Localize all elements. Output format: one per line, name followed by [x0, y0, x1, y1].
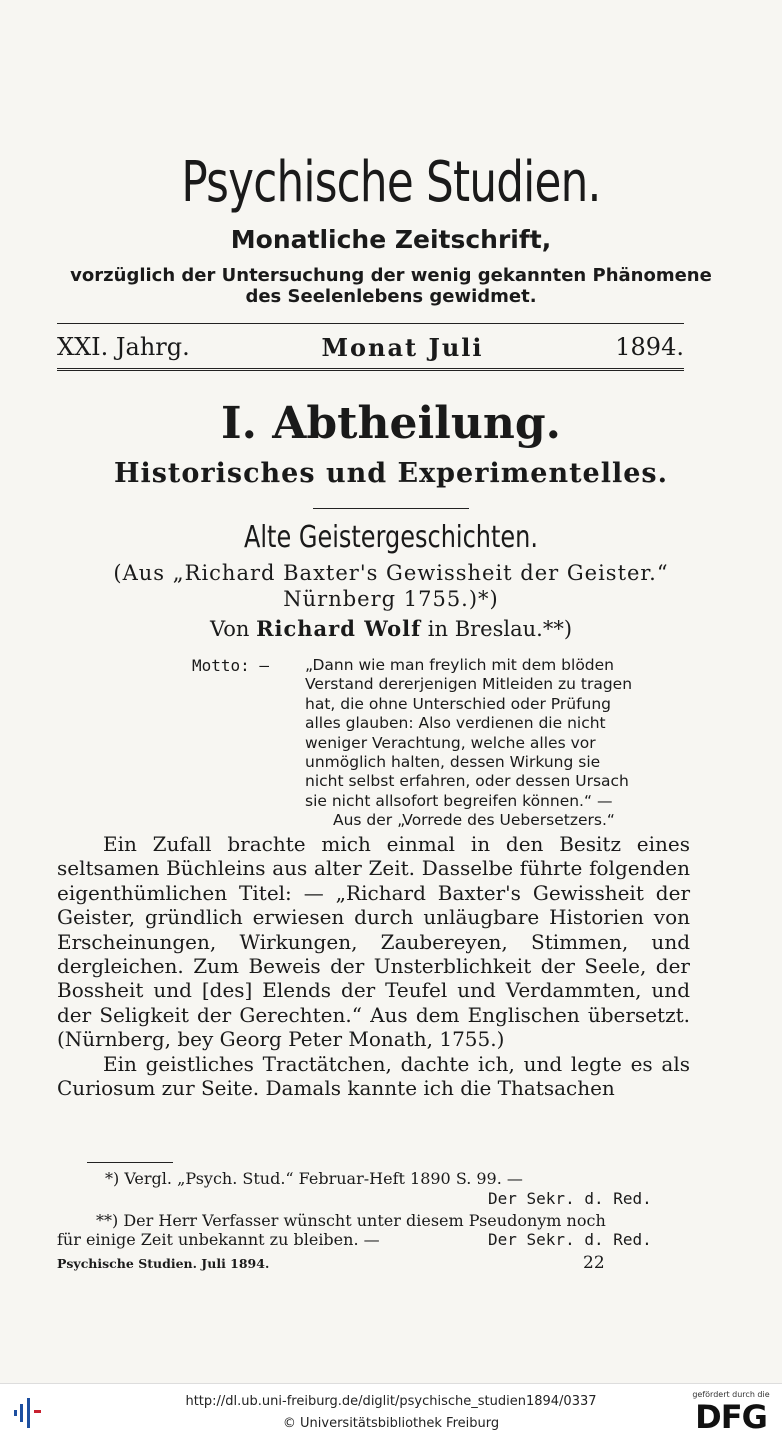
motto-line: nicht selbst erfahren, oder dessen Ursach — [305, 772, 629, 791]
footnote-rule — [87, 1162, 173, 1163]
footnote-1-signature: Der Sekr. d. Red. — [488, 1189, 652, 1208]
section-subtitle: Historisches und Experimentelles. — [113, 458, 669, 489]
motto-label: Motto: — — [192, 656, 270, 675]
article-title: Alte Geistergeschichten. — [243, 520, 539, 555]
header-rule-bottom — [57, 368, 684, 371]
dfg-funding-text: gefördert durch die — [692, 1390, 770, 1399]
copyright-notice: © Universitätsbibliothek Freiburg — [282, 1416, 500, 1431]
article-source-line-1: (Aus „Richard Baxter's Gewissheit der Geister.“ — [113, 561, 669, 585]
motto-line: hat, die ohne Unterschied oder Prüfung — [305, 694, 612, 713]
section-title: I. Abtheilung. — [221, 398, 561, 449]
document-url[interactable]: http://dl.ub.uni-freiburg.de/diglit/psychische_studien1894/0337 — [185, 1394, 597, 1409]
article-body — [57, 832, 690, 1100]
issue-line — [57, 333, 684, 362]
body-paragraph-1: Ein Zufall brachte mich einmal in den Besitz eines seltsamen Büchleins aus alter Zeit. Dasselbe führte folgenden eigenthümlichen Titel: — „Richard Baxter's Gewissheit der Geister, gründlich erwiesen durch unläugbare Historien von Erscheinungen, Wirkungen, Zaubereyen, Stimmen, und dergleichen. Zum Beweis der Unsterblichkeit der Seele, der Bossheit und [des] Elends der Teufel und Verdammten, und der Seligkeit der Gerechten.“ Aus dem Englischen übersetzt. (Nürnberg, bey Georg Peter Monath, 1755.) — [57, 832, 690, 1052]
footnote-2-line-1: **) Der Herr Verfasser wünscht unter diesem Pseudonym noch — [96, 1211, 606, 1230]
motto-line: unmöglich halten, dessen Wirkung sie — [305, 753, 601, 772]
article-author: Richard Wolf — [256, 616, 422, 641]
header-rule-top — [57, 323, 684, 324]
byline-prefix: Von — [209, 617, 250, 641]
motto-line: weniger Verachtung, welche alles vor — [305, 733, 596, 752]
motto-line: alles glauben: Also verdienen die nicht — [305, 714, 606, 733]
article-source-line-2: Nürnberg 1755.)*) — [283, 587, 499, 611]
footnote-2-signature: Der Sekr. d. Red. — [488, 1230, 652, 1249]
issue-date: 1894. — [615, 333, 684, 361]
journal-description-line-2: des Seelenlebens gewidmet. — [245, 286, 537, 307]
journal-description — [0, 265, 782, 307]
running-footer: Psychische Studien. Juli 1894. — [57, 1256, 270, 1271]
dfg-logo-icon: DFG — [695, 1398, 767, 1436]
motto-line: sie nicht allsofort begreifen können.“ — — [305, 791, 613, 810]
motto-text — [305, 656, 671, 831]
dfg-logo — [688, 1390, 774, 1438]
article-byline — [0, 616, 782, 641]
byline-suffix: in Breslau.**) — [427, 617, 573, 641]
issue-month: Monat Juli — [321, 333, 484, 362]
viewer-footer-bar — [0, 1383, 782, 1441]
footnote-2-line-2: für einige Zeit unbekannt zu bleiben. — — [57, 1230, 380, 1249]
body-paragraph-2: Ein geistliches Tractätchen, dachte ich, und legte es als Curiosum zur Seite. Damals kannte ich die Thatsachen — [57, 1051, 690, 1101]
issue-year: XXI. Jahrg. — [57, 333, 190, 361]
motto-line: „Dann wie man freylich mit dem blöden — [305, 656, 615, 674]
motto-line: Verstand dererjenigen Mitleiden zu tragen — [305, 675, 633, 694]
journal-description-line-1: vorzüglich der Untersuchung der wenig gekannten Phänomene — [70, 265, 712, 286]
article-source — [0, 560, 782, 612]
journal-title: Psychische Studien. — [181, 150, 601, 215]
motto-source: Aus der „Vorrede des Uebersetzers.“ — [333, 811, 615, 830]
footnote-1: *) Vergl. „Psych. Stud.“ Februar-Heft 1890 S. 99. — — [105, 1169, 523, 1188]
page-number: 22 — [583, 1253, 605, 1273]
journal-subtitle: Monatliche Zeitschrift, — [230, 225, 552, 254]
section-divider — [313, 508, 469, 509]
